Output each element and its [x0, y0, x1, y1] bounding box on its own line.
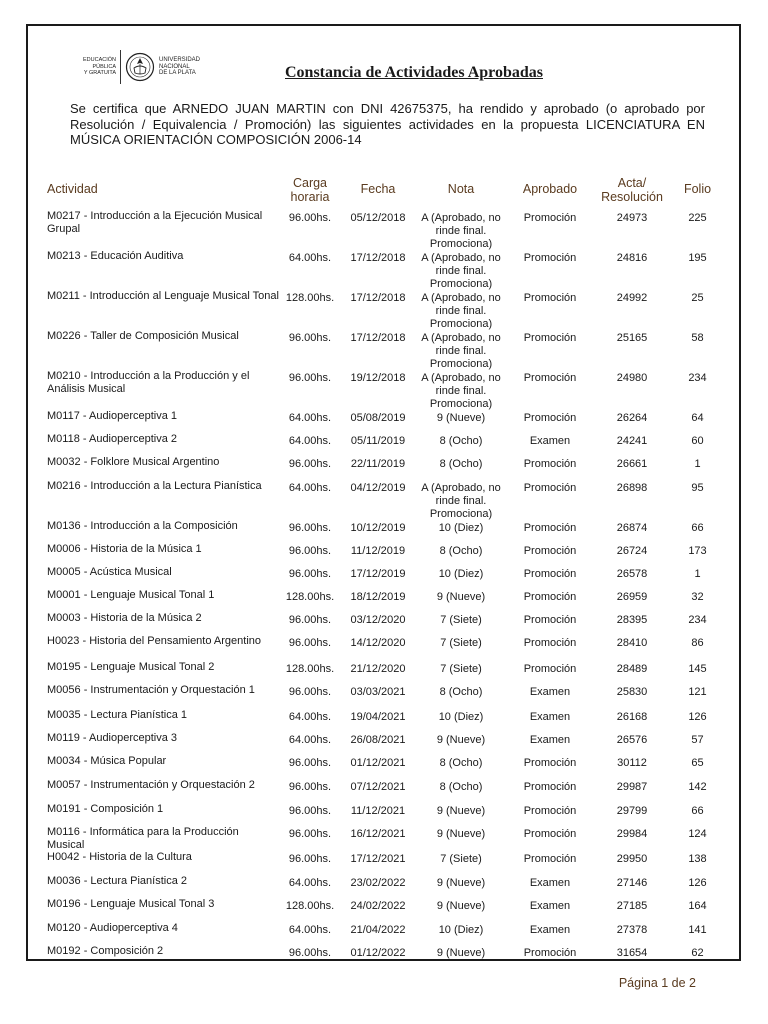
row-fecha: 21/12/2020: [350, 663, 406, 675]
row-nota: 7 (Siete): [440, 663, 482, 675]
row-actividad: M0192 - Composición 2: [47, 945, 164, 957]
row-acta: 27185: [616, 900, 648, 912]
row-aprobado: Promoción: [523, 614, 577, 626]
row-aprobado: Examen: [529, 711, 571, 723]
header-aprobado: Aprobado: [522, 182, 578, 196]
row-fecha: 17/12/2018: [350, 292, 406, 304]
row-carga-horaria: 64.00hs.: [288, 734, 332, 746]
row-nota: 9 (Nueve): [436, 734, 486, 746]
row-actividad: M0001 - Lenguaje Musical Tonal 1: [47, 589, 215, 601]
row-nota: 10 (Diez): [438, 924, 484, 936]
row-folio: 141: [688, 924, 707, 936]
row-fecha: 10/12/2019: [350, 522, 406, 534]
row-aprobado: Examen: [529, 435, 571, 447]
certification-paragraph: Se certifica que ARNEDO JUAN MARTIN con DNI 42675375, ha rendido y aprobado (o aprobado por Resolución / Equivalencia / Promoción) las siguientes actividades en la propuesta LICENCIATURA EN MÚSICA ORIENTACIÓN COMPOSICIÓN 2006-14: [70, 101, 705, 147]
row-folio: 173: [688, 545, 707, 557]
row-fecha: 19/04/2021: [350, 711, 406, 723]
row-aprobado: Promoción: [523, 372, 577, 384]
row-fecha: 16/12/2021: [350, 828, 406, 840]
row-actividad: M0032 - Folklore Musical Argentino: [47, 456, 220, 468]
row-actividad: M0056 - Instrumentación y Orquestación 1: [47, 684, 255, 696]
row-nota: 7 (Siete): [440, 637, 482, 649]
row-nota: 8 (Ocho): [439, 435, 483, 447]
row-aprobado: Promoción: [523, 663, 577, 675]
row-folio: 145: [688, 663, 707, 675]
row-nota: 8 (Ocho): [439, 781, 483, 793]
row-carga-horaria: 64.00hs.: [288, 711, 332, 723]
row-folio: 126: [688, 711, 707, 723]
row-aprobado: Examen: [529, 686, 571, 698]
row-acta: 27146: [616, 877, 648, 889]
row-aprobado: Promoción: [523, 781, 577, 793]
row-carga-horaria: 64.00hs.: [288, 412, 332, 424]
row-acta: 29984: [616, 828, 648, 840]
row-nota: 9 (Nueve): [436, 828, 486, 840]
row-folio: 66: [691, 805, 704, 817]
logo-left-text: EDUCACIÓN PÚBLICA Y GRATUITA: [82, 57, 116, 77]
row-nota: 9 (Nueve): [436, 900, 486, 912]
row-fecha: 04/12/2019: [350, 482, 406, 494]
row-actividad: M0136 - Introducción a la Composición: [47, 520, 238, 532]
row-folio: 66: [691, 522, 704, 534]
row-nota: 7 (Siete): [440, 853, 482, 865]
row-aprobado: Promoción: [523, 853, 577, 865]
row-actividad: M0217 - Introducción a la Ejecución Musical Grupal: [47, 210, 263, 235]
row-nota: 8 (Ocho): [439, 458, 483, 470]
row-carga-horaria: 128.00hs.: [285, 663, 335, 675]
row-fecha: 01/12/2022: [350, 947, 406, 959]
row-fecha: 17/12/2021: [350, 853, 406, 865]
row-carga-horaria: 96.00hs.: [288, 757, 332, 769]
row-acta: 27378: [616, 924, 648, 936]
row-carga-horaria: 96.00hs.: [288, 212, 332, 224]
row-nota: A (Aprobado, no rinde final. Promociona): [421, 372, 501, 410]
row-folio: 138: [688, 853, 707, 865]
row-nota: 8 (Ocho): [439, 757, 483, 769]
header-fecha: Fecha: [360, 182, 396, 196]
document-title: Constancia de Actividades Aprobadas: [285, 64, 543, 81]
row-fecha: 17/12/2018: [350, 252, 406, 264]
row-acta: 26264: [616, 412, 648, 424]
row-aprobado: Promoción: [523, 332, 577, 344]
row-fecha: 03/12/2020: [350, 614, 406, 626]
row-carga-horaria: 96.00hs.: [288, 614, 332, 626]
row-folio: 1: [694, 458, 701, 470]
row-carga-horaria: 96.00hs.: [288, 686, 332, 698]
row-actividad: M0211 - Introducción al Lenguaje Musical Tonal: [47, 290, 279, 302]
row-carga-horaria: 96.00hs.: [288, 332, 332, 344]
row-acta: 28489: [616, 663, 648, 675]
row-acta: 25830: [616, 686, 648, 698]
row-actividad: M0226 - Taller de Composición Musical: [47, 330, 239, 342]
row-nota: 9 (Nueve): [436, 877, 486, 889]
row-nota: A (Aprobado, no rinde final. Promociona): [421, 482, 501, 520]
row-fecha: 05/12/2018: [350, 212, 406, 224]
row-actividad: H0023 - Historia del Pensamiento Argentino: [47, 635, 262, 647]
row-actividad: M0196 - Lenguaje Musical Tonal 3: [47, 898, 215, 910]
header-acta-resolucion: Acta/ Resolución: [601, 176, 663, 204]
row-folio: 195: [688, 252, 707, 264]
header-actividad: Actividad: [47, 182, 98, 196]
row-carga-horaria: 64.00hs.: [288, 924, 332, 936]
row-aprobado: Promoción: [523, 828, 577, 840]
row-folio: 60: [691, 435, 704, 447]
row-aprobado: Promoción: [523, 482, 577, 494]
row-aprobado: Promoción: [523, 522, 577, 534]
row-folio: 225: [688, 212, 707, 224]
row-fecha: 07/12/2021: [350, 781, 406, 793]
row-folio: 121: [688, 686, 707, 698]
row-carga-horaria: 96.00hs.: [288, 568, 332, 580]
row-carga-horaria: 64.00hs.: [288, 877, 332, 889]
row-nota: 7 (Siete): [440, 614, 482, 626]
row-folio: 234: [688, 614, 707, 626]
row-acta: 29987: [616, 781, 648, 793]
row-folio: 58: [691, 332, 704, 344]
row-fecha: 23/02/2022: [350, 877, 406, 889]
row-actividad: M0120 - Audioperceptiva 4: [47, 922, 178, 934]
row-actividad: M0117 - Audioperceptiva 1: [47, 410, 178, 422]
row-actividad: M0119 - Audioperceptiva 3: [47, 732, 178, 744]
row-aprobado: Examen: [529, 924, 571, 936]
row-acta: 28395: [616, 614, 648, 626]
row-aprobado: Promoción: [523, 545, 577, 557]
row-folio: 65: [691, 757, 704, 769]
row-acta: 31654: [616, 947, 648, 959]
row-acta: 30112: [617, 757, 647, 769]
row-carga-horaria: 96.00hs.: [288, 805, 332, 817]
page-indicator: Página 1 de 2: [618, 976, 696, 990]
logo-right-text: UNIVERSIDAD NACIONAL DE LA PLATA: [159, 56, 201, 77]
row-folio: 234: [688, 372, 707, 384]
row-acta: 26168: [616, 711, 648, 723]
row-fecha: 11/12/2019: [350, 545, 406, 557]
row-fecha: 03/03/2021: [350, 686, 406, 698]
row-aprobado: Promoción: [523, 412, 577, 424]
row-nota: 10 (Diez): [438, 522, 484, 534]
row-acta: 26898: [616, 482, 648, 494]
row-carga-horaria: 128.00hs.: [285, 292, 335, 304]
row-actividad: M0005 - Acústica Musical: [47, 566, 172, 578]
row-aprobado: Promoción: [523, 591, 577, 603]
row-aprobado: Promoción: [523, 458, 577, 470]
row-nota: 10 (Diez): [438, 568, 484, 580]
row-acta: 28410: [616, 637, 648, 649]
row-carga-horaria: 96.00hs.: [288, 637, 332, 649]
row-folio: 25: [691, 292, 704, 304]
row-acta: 24992: [616, 292, 648, 304]
row-acta: 26661: [616, 458, 648, 470]
row-fecha: 17/12/2018: [350, 332, 406, 344]
row-actividad: M0057 - Instrumentación y Orquestación 2: [47, 779, 255, 791]
row-folio: 86: [691, 637, 704, 649]
row-acta: 24816: [616, 252, 648, 264]
row-fecha: 21/04/2022: [350, 924, 406, 936]
row-carga-horaria: 96.00hs.: [288, 522, 332, 534]
row-carga-horaria: 64.00hs.: [288, 482, 332, 494]
row-aprobado: Promoción: [523, 805, 577, 817]
row-actividad: M0118 - Audioperceptiva 2: [47, 433, 178, 445]
row-folio: 57: [691, 734, 704, 746]
row-folio: 64: [691, 412, 704, 424]
row-actividad: M0006 - Historia de la Música 1: [47, 543, 202, 555]
row-fecha: 18/12/2019: [350, 591, 406, 603]
row-folio: 95: [691, 482, 704, 494]
row-acta: 26724: [616, 545, 648, 557]
row-fecha: 14/12/2020: [350, 637, 406, 649]
row-acta: 26874: [616, 522, 648, 534]
row-nota: 9 (Nueve): [436, 947, 486, 959]
row-nota: A (Aprobado, no rinde final. Promociona): [421, 252, 501, 290]
header-nota: Nota: [447, 182, 475, 196]
row-nota: A (Aprobado, no rinde final. Promociona): [421, 332, 501, 370]
row-carga-horaria: 96.00hs.: [288, 458, 332, 470]
row-carga-horaria: 128.00hs.: [285, 591, 335, 603]
row-nota: 9 (Nueve): [436, 412, 486, 424]
row-folio: 142: [688, 781, 707, 793]
row-aprobado: Promoción: [523, 252, 577, 264]
row-fecha: 05/08/2019: [350, 412, 406, 424]
row-carga-horaria: 64.00hs.: [288, 252, 332, 264]
row-aprobado: Promoción: [523, 292, 577, 304]
row-aprobado: Promoción: [523, 568, 577, 580]
row-nota: 8 (Ocho): [439, 686, 483, 698]
row-actividad: H0042 - Historia de la Cultura: [47, 851, 192, 863]
row-fecha: 19/12/2018: [350, 372, 406, 384]
row-acta: 26959: [616, 591, 648, 603]
row-actividad: M0003 - Historia de la Música 2: [47, 612, 202, 624]
row-carga-horaria: 96.00hs.: [288, 947, 332, 959]
row-fecha: 26/08/2021: [350, 734, 406, 746]
row-actividad: M0213 - Educación Auditiva: [47, 250, 184, 262]
row-aprobado: Promoción: [523, 637, 577, 649]
row-nota: A (Aprobado, no rinde final. Promociona): [421, 212, 501, 250]
header-carga-horaria: Carga horaria: [290, 176, 330, 204]
row-aprobado: Promoción: [523, 757, 577, 769]
header-folio: Folio: [683, 182, 712, 196]
row-acta: 24241: [616, 435, 648, 447]
row-aprobado: Examen: [529, 877, 571, 889]
row-actividad: M0036 - Lectura Pianística 2: [47, 875, 188, 887]
row-carga-horaria: 96.00hs.: [288, 781, 332, 793]
row-folio: 164: [688, 900, 707, 912]
row-fecha: 17/12/2019: [350, 568, 406, 580]
row-nota: A (Aprobado, no rinde final. Promociona): [421, 292, 501, 330]
row-fecha: 05/11/2019: [350, 435, 406, 447]
row-folio: 62: [691, 947, 704, 959]
row-acta: 25165: [616, 332, 648, 344]
row-aprobado: Promoción: [523, 947, 577, 959]
row-fecha: 11/12/2021: [350, 805, 406, 817]
row-actividad: M0210 - Introducción a la Producción y el Análisis Musical: [47, 370, 250, 395]
row-nota: 9 (Nueve): [436, 805, 486, 817]
row-actividad: M0035 - Lectura Pianística 1: [47, 709, 188, 721]
row-fecha: 22/11/2019: [350, 458, 406, 470]
row-carga-horaria: 96.00hs.: [288, 545, 332, 557]
row-actividad: M0195 - Lenguaje Musical Tonal 2: [47, 661, 215, 673]
row-aprobado: Promoción: [523, 212, 577, 224]
row-carga-horaria: 128.00hs.: [285, 900, 335, 912]
row-folio: 1: [694, 568, 701, 580]
row-acta: 29950: [616, 853, 648, 865]
row-actividad: M0216 - Introducción a la Lectura Pianística: [47, 480, 262, 492]
row-folio: 126: [688, 877, 707, 889]
row-folio: 124: [688, 828, 707, 840]
row-nota: 8 (Ocho): [439, 545, 483, 557]
row-fecha: 24/02/2022: [350, 900, 406, 912]
row-aprobado: Examen: [529, 734, 571, 746]
row-carga-horaria: 96.00hs.: [288, 828, 332, 840]
row-acta: 24980: [616, 372, 648, 384]
row-folio: 32: [691, 591, 704, 603]
row-acta: 24973: [616, 212, 648, 224]
row-acta: 26576: [616, 734, 648, 746]
row-actividad: M0034 - Música Popular: [47, 755, 167, 767]
row-acta: 29799: [616, 805, 648, 817]
row-actividad: M0116 - Informática para la Producción Musical: [47, 826, 239, 851]
row-fecha: 01/12/2021: [350, 757, 406, 769]
row-acta: 26578: [616, 568, 648, 580]
row-carga-horaria: 96.00hs.: [288, 853, 332, 865]
row-aprobado: Examen: [529, 900, 571, 912]
row-actividad: M0191 - Composición 1: [47, 803, 164, 815]
row-carga-horaria: 64.00hs.: [288, 435, 332, 447]
row-carga-horaria: 96.00hs.: [288, 372, 332, 384]
row-nota: 9 (Nueve): [436, 591, 486, 603]
row-nota: 10 (Diez): [438, 711, 484, 723]
